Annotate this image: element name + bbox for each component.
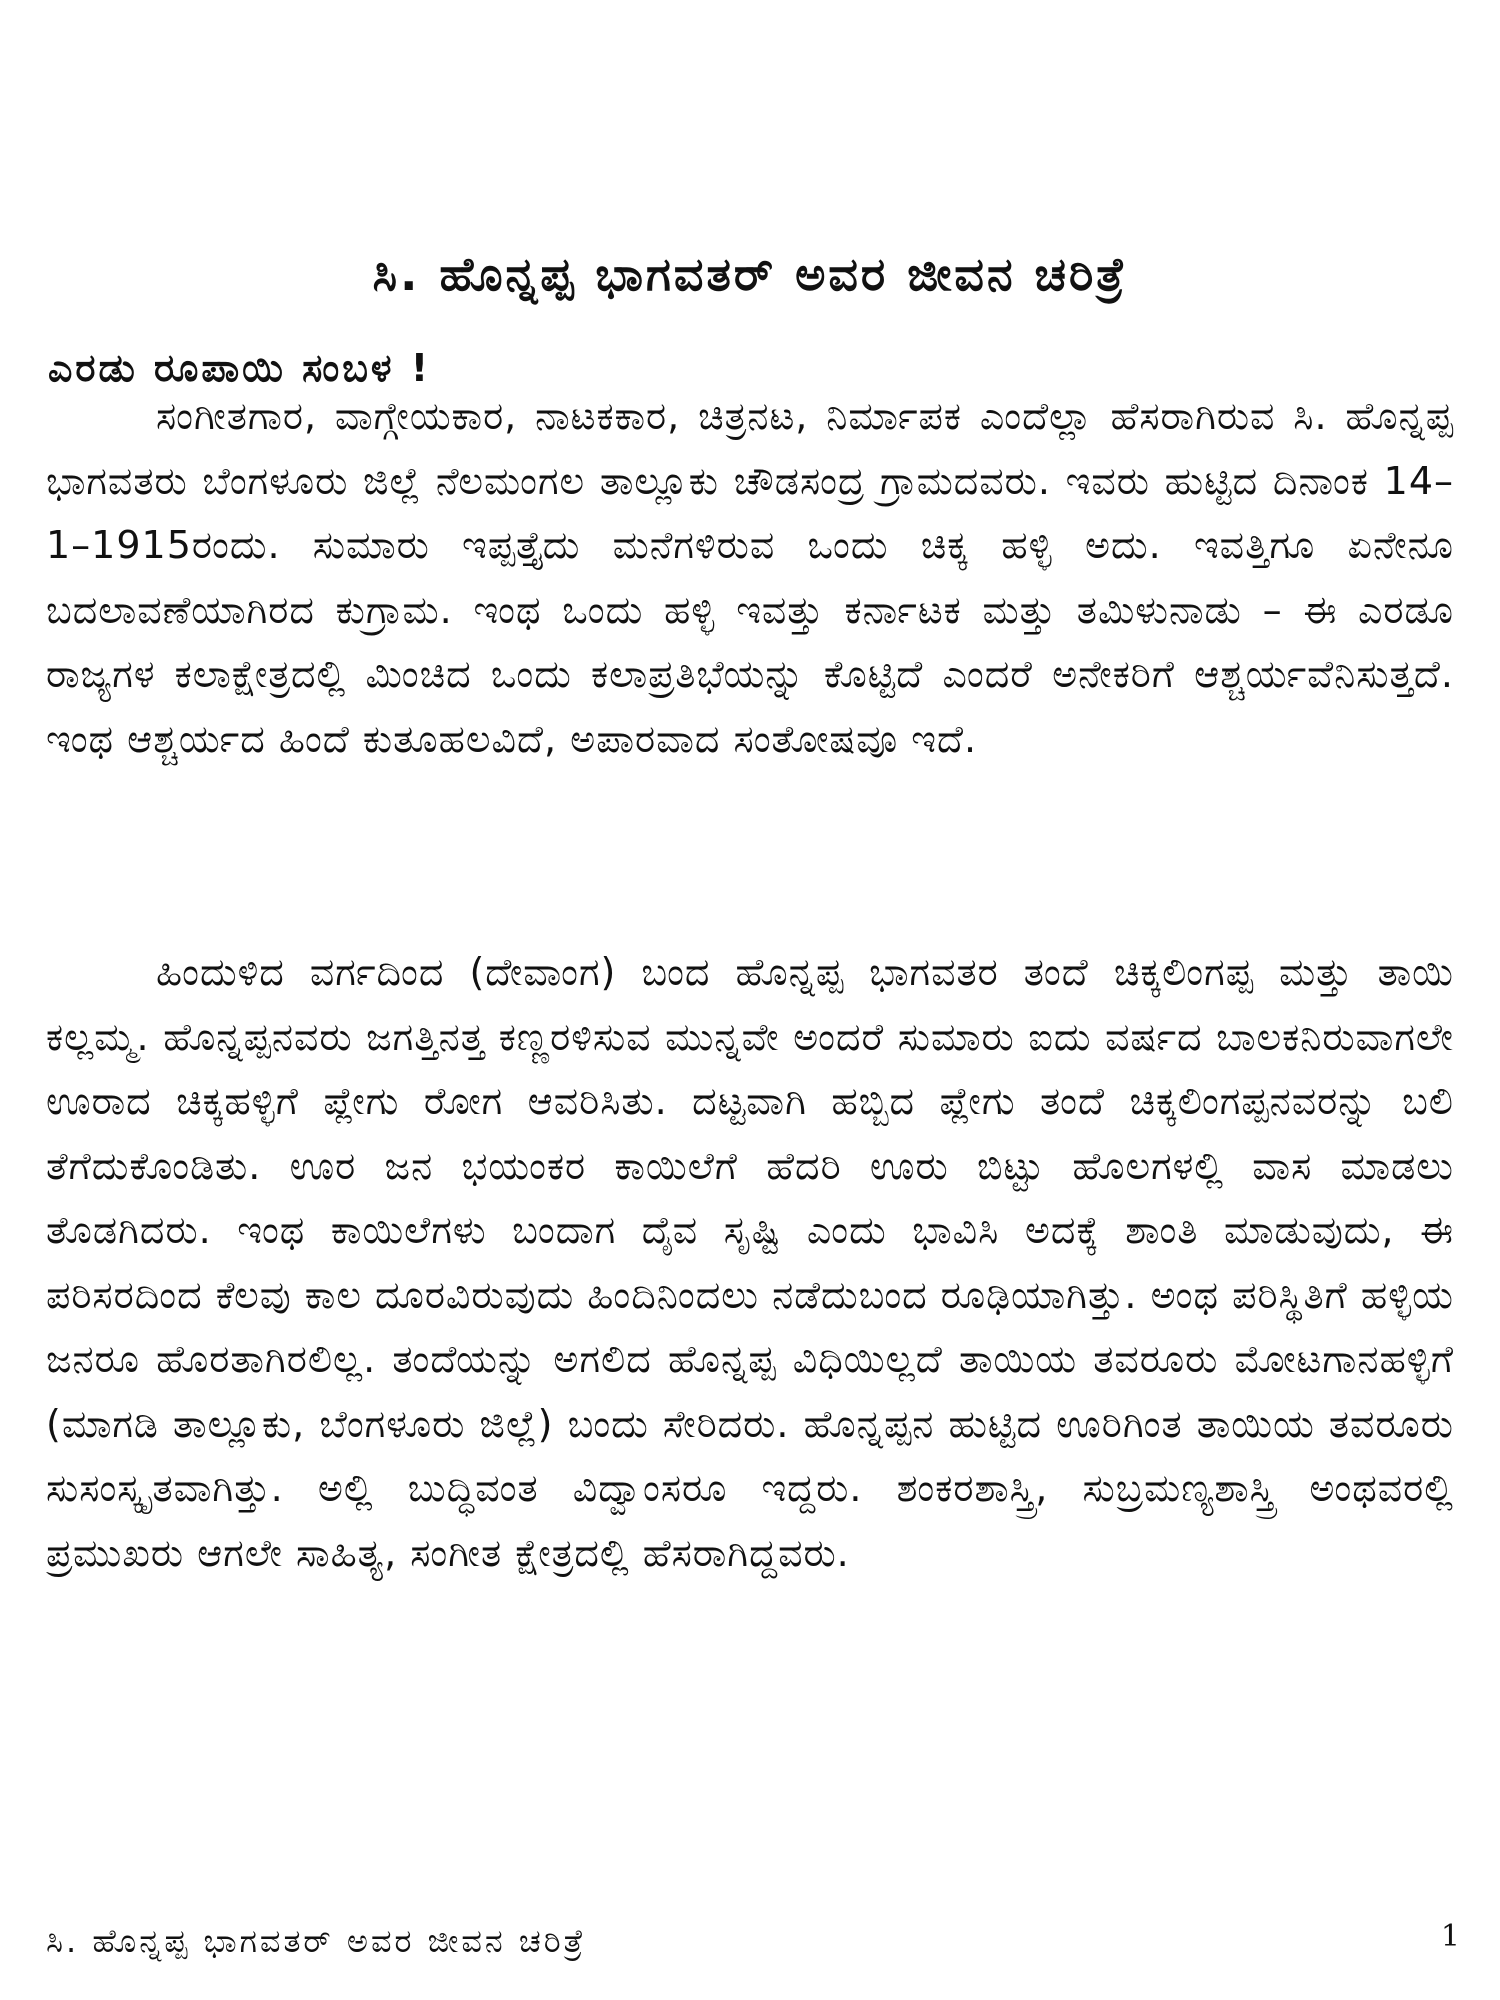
footer-running-title: ಸಿ. ಹೊನ್ನಪ್ಪ ಭಾಗವತರ್ ಅವರ ಜೀವನ ಚರಿತ್ರೆ — [46, 1922, 587, 1960]
body-paragraph-1: ಸಂಗೀತಗಾರ, ವಾಗ್ಗೇಯಕಾರ, ನಾಟಕಕಾರ, ಚಿತ್ರನಟ, ನಿರ್ಮಾಪಕ ಎಂದೆಲ್ಲಾ ಹೆಸರಾಗಿರುವ ಸಿ. ಹೊನ್ನಪ್ಪ ಭಾಗವತರು ಬೆಂಗಳೂರು ಜಿಲ್ಲೆ ನೆಲಮಂಗಲ ತಾಲ್ಲೂಕು ಚೌಡಸಂದ್ರ ಗ್ರಾಮದವರು. ಇವರು ಹುಟ್ಟಿದ ದಿನಾಂಕ 14–1–1915ರಂದು. ಸುಮಾರು ಇಪ್ಪತ್ತೈದು ಮನೆಗಳಿರುವ ಒಂದು ಚಿಕ್ಕ ಹಳ್ಳಿ ಅದು. ಇವತ್ತಿಗೂ ಏನೇನೂ ಬದಲಾವಣೆಯಾಗಿರದ ಕುಗ್ರಾಮ. ಇಂಥ ಒಂದು ಹಳ್ಳಿ ಇವತ್ತು ಕರ್ನಾಟಕ ಮತ್ತು ತಮಿಳುನಾಡು – ಈ ಎರಡೂ ರಾಜ್ಯಗಳ ಕಲಾಕ್ಷೇತ್ರದಲ್ಲಿ ಮಿಂಚಿದ ಒಂದು ಕಲಾಪ್ರತಿಭೆಯನ್ನು ಕೊಟ್ಟಿದೆ ಎಂದರೆ ಅನೇಕರಿಗೆ ಆಶ್ಚರ್ಯವೆನಿಸುತ್ತದೆ. ಇಂಥ ಆಶ್ಚರ್ಯದ ಹಿಂದೆ ಕುತೂಹಲವಿದೆ, ಅಪಾರವಾದ ಸಂತೋಷವೂ ಇದೆ. — [46, 394, 1454, 761]
page-title: ಸಿ. ಹೊನ್ನಪ್ಪ ಭಾಗವತರ್ ಅವರ ಜೀವನ ಚರಿತ್ರೆ — [372, 246, 1128, 301]
page-number: 1 — [1440, 1919, 1460, 1954]
section-heading: ಎರಡು ರೂಪಾಯಿ ಸಂಬಳ ! — [48, 345, 432, 390]
body-paragraph-2: ಹಿಂದುಳಿದ ವರ್ಗದಿಂದ (ದೇವಾಂಗ) ಬಂದ ಹೊನ್ನಪ್ಪ ಭಾಗವತರ ತಂದೆ ಚಿಕ್ಕಲಿಂಗಪ್ಪ ಮತ್ತು ತಾಯಿ ಕಲ್ಲಮ್ಮ. ಹೊನ್ನಪ್ಪನವರು ಜಗತ್ತಿನತ್ತ ಕಣ್ಣರಳಿಸುವ ಮುನ್ನವೇ ಅಂದರೆ ಸುಮಾರು ಐದು ವರ್ಷದ ಬಾಲಕನಿರುವಾಗಲೇ ಊರಾದ ಚಿಕ್ಕಹಳ್ಳಿಗೆ ಪ್ಲೇಗು ರೋಗ ಆವರಿಸಿತು. ದಟ್ಟವಾಗಿ ಹಬ್ಬಿದ ಪ್ಲೇಗು ತಂದೆ ಚಿಕ್ಕಲಿಂಗಪ್ಪನವರನ್ನು ಬಲಿ ತೆಗೆದುಕೊಂಡಿತು. ಊರ ಜನ ಭಯಂಕರ ಕಾಯಿಲೆಗೆ ಹೆದರಿ ಊರು ಬಿಟ್ಟು ಹೊಲಗಳಲ್ಲಿ ವಾಸ ಮಾಡಲು ತೊಡಗಿದರು. ಇಂಥ ಕಾಯಿಲೆಗಳು ಬಂದಾಗ ದೈವ ಸೃಷ್ಟಿ ಎಂದು ಭಾವಿಸಿ ಅದಕ್ಕೆ ಶಾಂತಿ ಮಾಡುವುದು, ಈ ಪರಿಸರದಿಂದ ಕೆಲವು ಕಾಲ ದೂರವಿರುವುದು ಹಿಂದಿನಿಂದಲು ನಡೆದುಬಂದ ರೂಢಿಯಾಗಿತ್ತು. ಅಂಥ ಪರಿಸ್ಥಿತಿಗೆ ಹಳ್ಳಿಯ ಜನರೂ ಹೊರತಾಗಿರಲಿಲ್ಲ. ತಂದೆಯನ್ನು ಅಗಲಿದ ಹೊನ್ನಪ್ಪ ವಿಧಿಯಿಲ್ಲದೆ ತಾಯಿಯ ತವರೂರು ಮೋಟಗಾನಹಳ್ಳಿಗೆ (ಮಾಗಡಿ ತಾಲ್ಲೂಕು, ಬೆಂಗಳೂರು ಜಿಲ್ಲೆ) ಬಂದು ಸೇರಿದರು. ಹೊನ್ನಪ್ಪನ ಹುಟ್ಟಿದ ಊರಿಗಿಂತ ತಾಯಿಯ ತವರೂರು ಸುಸಂಸ್ಕೃತವಾಗಿತ್ತು. ಅಲ್ಲಿ ಬುದ್ಧಿವಂತ ವಿದ್ವಾಂಸರೂ ಇದ್ದರು. ಶಂಕರಶಾಸ್ತ್ರಿ, ಸುಬ್ರಮಣ್ಯಶಾಸ್ತ್ರಿ ಅಂಥವರಲ್ಲಿ ಪ್ರಮುಖರು ಆಗಲೇ ಸಾಹಿತ್ಯ, ಸಂಗೀತ ಕ್ಷೇತ್ರದಲ್ಲಿ ಹೆಸರಾಗಿದ್ದವರು. — [46, 950, 1454, 1575]
body-paragraph-2-container — [46, 940, 1454, 1585]
body-paragraph-1-container — [46, 384, 1454, 771]
